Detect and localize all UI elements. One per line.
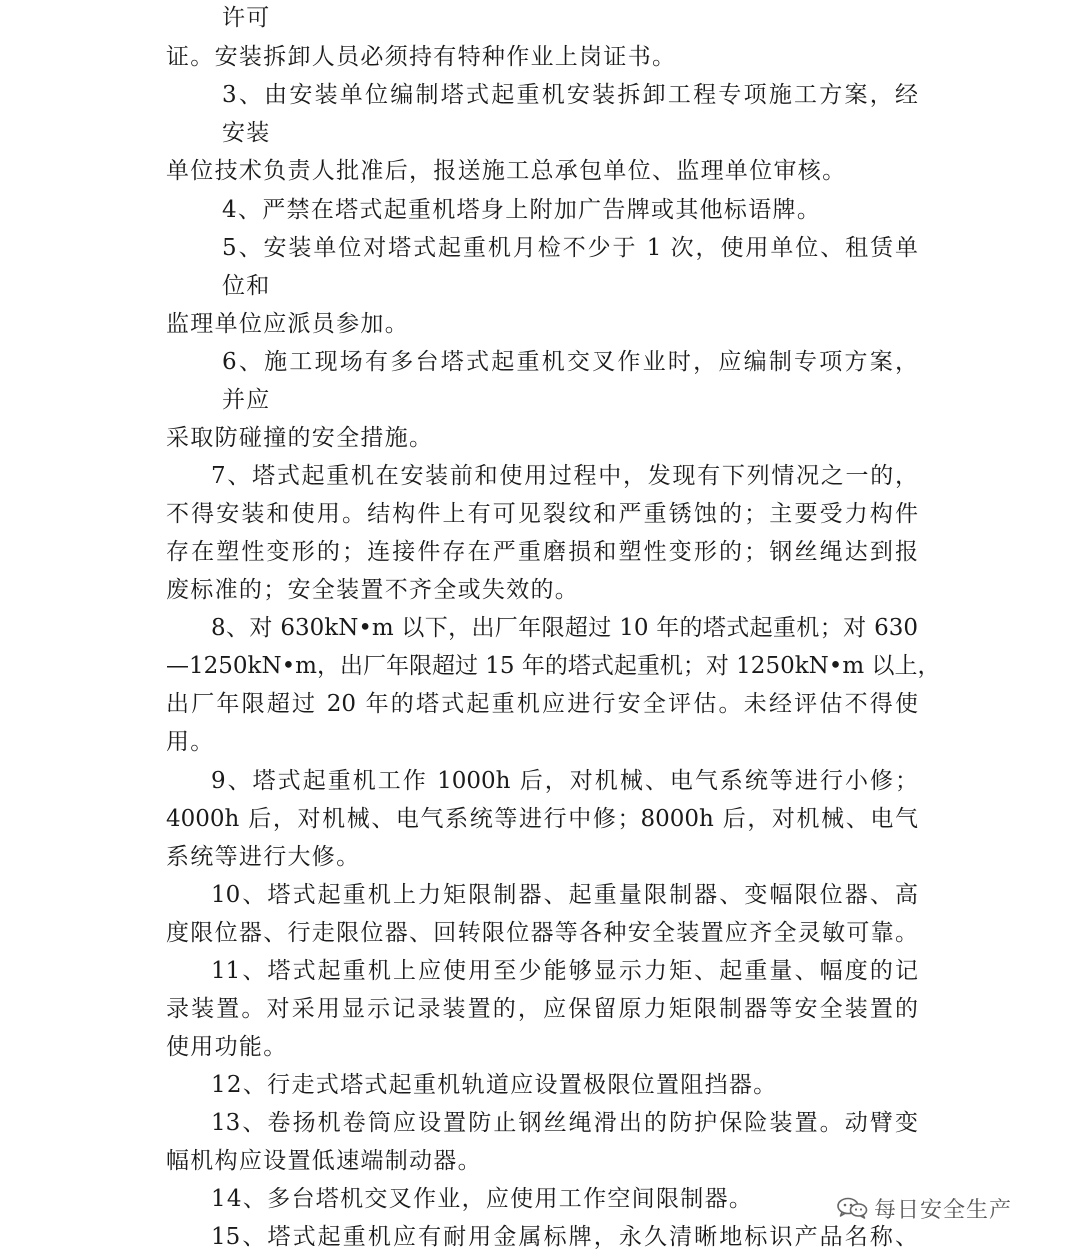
text-line: 5、安装单位对塔式起重机月检不少于 1 次，使用单位、租赁单	[222, 235, 918, 261]
text-line: 废标准的；安全装置不齐全或失效的。	[166, 577, 580, 603]
text-line: 使用功能。	[166, 1034, 288, 1060]
text-line: 并应	[222, 387, 271, 413]
text-line: 11、塔式起重机上应使用至少能够显示力矩、起重量、幅度的记	[211, 958, 918, 984]
text-line: 12、行走式塔式起重机轨道应设置极限位置阻挡器。	[211, 1072, 778, 1098]
text-line: 10、塔式起重机上力矩限制器、起重量限制器、变幅限位器、高	[211, 882, 918, 908]
text-line: 监理单位应派员参加。	[166, 311, 409, 337]
text-line: 录装置。对采用显示记录装置的，应保留原力矩限制器等安全装置的	[166, 996, 918, 1022]
text-line: 采取防碰撞的安全措施。	[166, 425, 434, 451]
text-line: 9、塔式起重机工作 1000h 后，对机械、电气系统等进行小修；	[211, 768, 918, 794]
text-line: 8、对 630kN•m 以下，出厂年限超过 10 年的塔式起重机；对 630	[211, 615, 918, 641]
text-line: 13、卷扬机卷筒应设置防止钢丝绳滑出的防护保险装置。动臂变	[211, 1110, 918, 1136]
wechat-icon	[836, 1197, 868, 1219]
text-line: 4000h 后，对机械、电气系统等进行中修；8000h 后，对机械、电气	[166, 806, 918, 832]
text-line: 许可	[222, 5, 271, 31]
text-line: 用。	[166, 729, 215, 755]
wechat-watermark	[836, 1194, 1012, 1222]
text-line: 位和	[222, 273, 271, 299]
text-line: 系统等进行大修。	[166, 844, 361, 870]
text-line: 15、塔式起重机应有耐用金属标牌，永久清晰地标识产品名称、	[211, 1224, 918, 1250]
text-line: 证。安装拆卸人员必须持有特种作业上岗证书。	[166, 44, 677, 70]
text-line: 存在塑性变形的；连接件存在严重磨损和塑性变形的；钢丝绳达到报	[166, 539, 918, 565]
text-line: 14、多台塔机交叉作业，应使用工作空间限制器。	[211, 1186, 754, 1212]
text-line: 6、施工现场有多台塔式起重机交叉作业时，应编制专项方案，	[222, 349, 918, 375]
text-line: 4、严禁在塔式起重机塔身上附加广告牌或其他标语牌。	[222, 197, 822, 223]
watermark-text: 每日安全生产	[874, 1197, 1013, 1223]
text-line: 出厂年限超过 20 年的塔式起重机应进行安全评估。未经评估不得使	[166, 691, 918, 717]
text-line: 3、由安装单位编制塔式起重机安装拆卸工程专项施工方案，经	[222, 82, 918, 108]
text-line: 幅机构应设置低速端制动器。	[166, 1148, 482, 1174]
text-line: 安装	[222, 120, 271, 146]
text-line: —1250kN•m，出厂年限超过 15 年的塔式起重机；对 1250kN•m 以上，	[166, 653, 941, 679]
text-line: 度限位器、行走限位器、回转限位器等各种安全装置应齐全灵敏可靠。	[166, 920, 918, 946]
text-line: 不得安装和使用。结构件上有可见裂纹和严重锈蚀的；主要受力构件	[166, 501, 918, 527]
text-line: 单位技术负责人批准后，报送施工总承包单位、监理单位审核。	[166, 158, 847, 184]
text-line: 7、塔式起重机在安装前和使用过程中，发现有下列情况之一的，	[211, 463, 918, 489]
